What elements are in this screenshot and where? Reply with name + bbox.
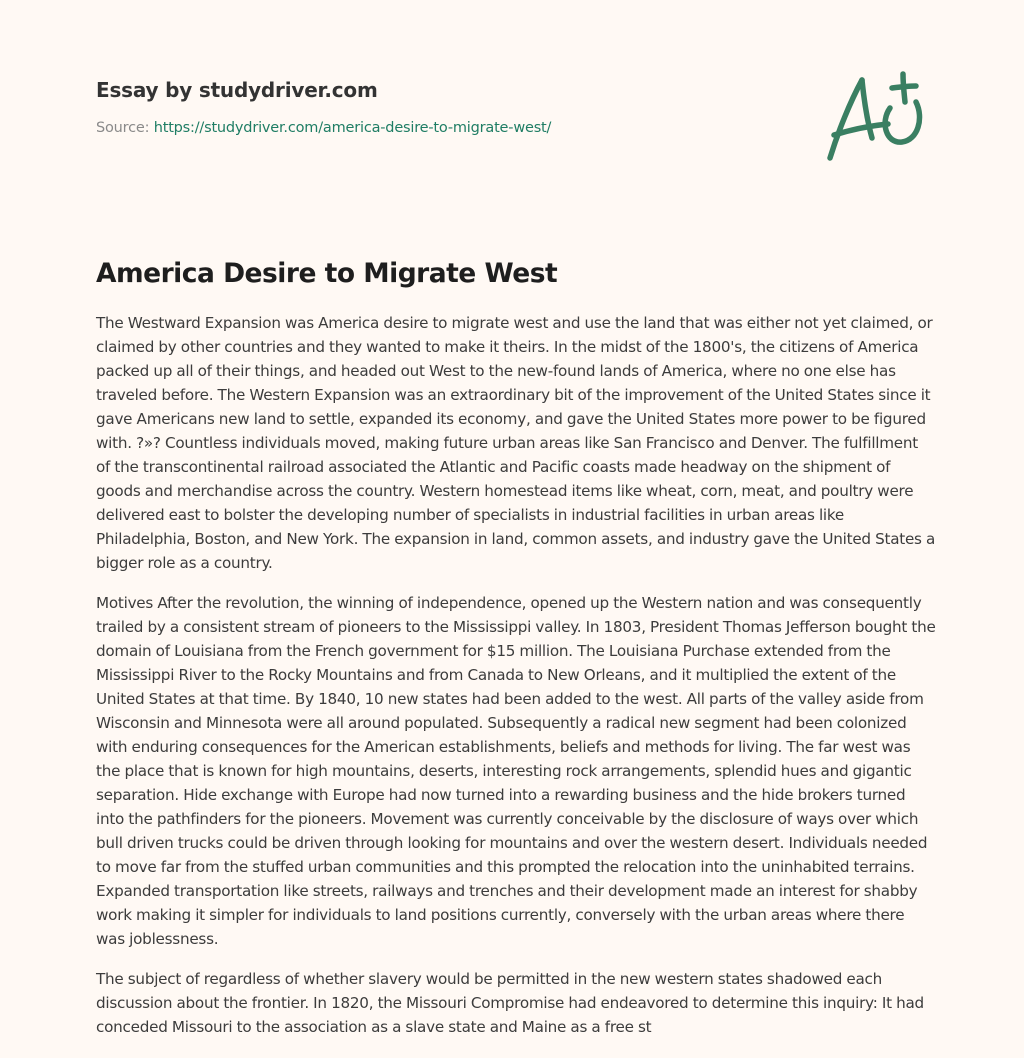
paragraph-3: The subject of regardless of whether slavery would be permitted in the new western states shadowed each discussion about the frontier. In 1820, the Missouri Compromise had endeavored to determine this inquiry: It had conceded Missouri to the association as a slave state and Maine as a free st: [96, 970, 924, 1036]
article-title: America Desire to Migrate West: [96, 258, 558, 289]
source-link[interactable]: https://studydriver.com/america-desire-to-migrate-west/: [153, 120, 552, 136]
site-title: Essay by studydriver.com: [96, 78, 378, 102]
source-line: [96, 118, 796, 138]
paragraph-2: Motives After the revolution, the winning of independence, opened up the Western nation and was consequently trailed by a consistent stream of pioneers to the Mississippi valley. In 1803, President Thomas Jefferson bought the domain of Louisiana from the French government for $15 million. The Louisiana Purchase extended from the Mississippi River to the Rocky Mountains and from Canada to New Orleans, and it multiplied the extent of the United States at that time. By 1840, 10 new states had been added to the west. All parts of the valley aside from Wisconsin and Minnesota were all around populated. Subsequently a radical new segment had been colonized with enduring consequences for the American establishments, beliefs and methods for living. The far west was the place that is known for high mountains, deserts, interesting rock arrangements, splendid hues and gigantic separation. Hide exchange with Europe had now turned into a rewarding business and the hide brokers turned into the pathfinders for the pioneers. Movement was currently conceivable by the disclosure of ways over which bull driven trucks could be driven through looking for mountains and over the western desert. Individuals needed to move far from the stuffed urban communities and this prompted the relocation into the uninhabited terrains. Expanded transportation like streets, railways and trenches and their development made an interest for shabby work making it simpler for individuals to land positions currently, conversely with the urban areas where there was joblessness.: [96, 594, 936, 948]
a-plus-grade-icon: [820, 62, 930, 167]
page-header: [96, 76, 796, 138]
essay-article: [96, 256, 936, 1055]
source-label: Source:: [96, 120, 150, 136]
paragraph-1: The Westward Expansion was America desire to migrate west and use the land that was either not yet claimed, or claimed by other countries and they wanted to make it theirs. In the midst of the 1800's, the citizens of America packed up all of their things, and headed out West to the new-found lands of America, where no one else has traveled before. The Western Expansion was an extraordinary bit of the improvement of the United States since it gave Americans new land to settle, expanded its economy, and gave the United States more power to be figured with. ?»? Countless individuals moved, making future urban areas like San Francisco and Denver. The fulfillment of the transcontinental railroad associated the Atlantic and Pacific coasts made headway on the shipment of goods and merchandise across the country. Western homestead items like wheat, corn, meat, and poultry were delivered east to bolster the developing number of specialists in industrial facilities in urban areas like Philadelphia, Boston, and New York. The expansion in land, common assets, and industry gave the United States a bigger role as a country.: [96, 314, 936, 572]
